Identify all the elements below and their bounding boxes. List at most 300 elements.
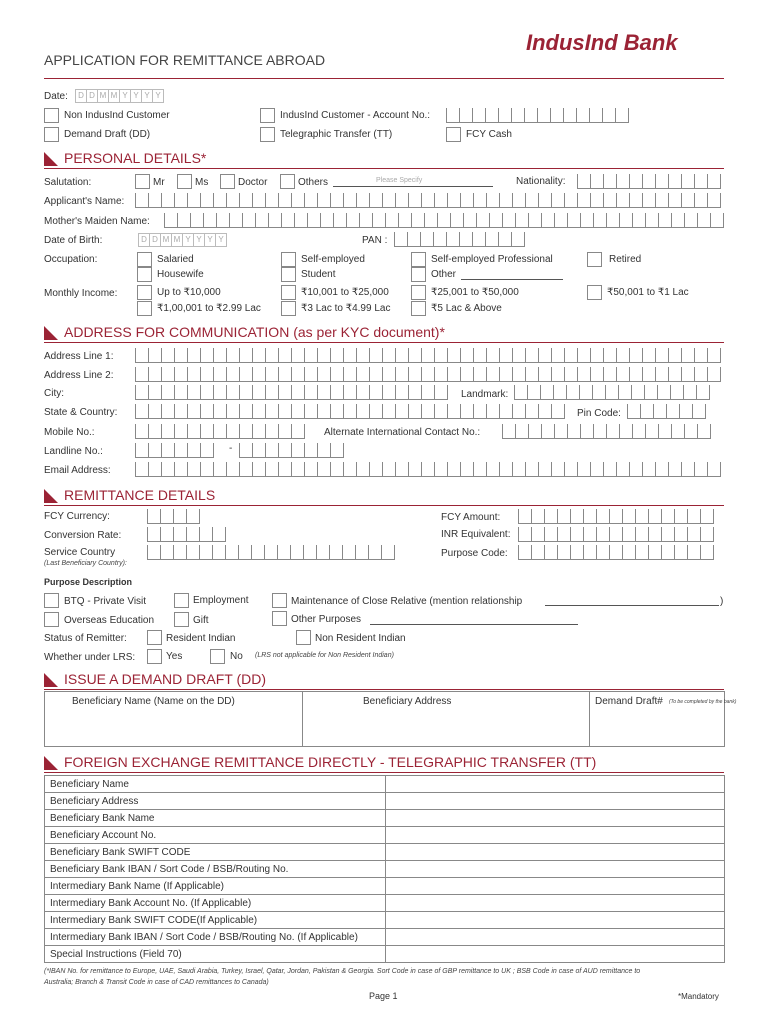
indusind-customer-checkbox[interactable] (260, 108, 275, 123)
char-cell[interactable] (553, 385, 566, 400)
char-cell[interactable] (408, 404, 421, 419)
char-cell[interactable] (226, 348, 239, 363)
char-cell[interactable] (657, 385, 670, 400)
char-cell[interactable] (135, 348, 148, 363)
char-cell[interactable] (511, 232, 524, 247)
char-cell[interactable] (395, 385, 408, 400)
char-cell[interactable] (174, 424, 187, 439)
char-cell[interactable] (502, 424, 515, 439)
date-digit-cell[interactable]: Y (182, 233, 194, 247)
char-cell[interactable] (317, 193, 330, 208)
char-cell[interactable] (668, 174, 681, 189)
char-cell[interactable] (632, 213, 645, 228)
char-cell[interactable] (674, 545, 687, 560)
char-cell[interactable] (602, 108, 615, 123)
char-cell[interactable] (369, 385, 382, 400)
char-cell[interactable] (512, 367, 525, 382)
char-cell[interactable] (642, 462, 655, 477)
char-cell[interactable] (226, 462, 239, 477)
char-cell[interactable] (265, 367, 278, 382)
char-cell[interactable] (615, 108, 628, 123)
char-cell[interactable] (278, 385, 291, 400)
char-cell[interactable] (408, 193, 421, 208)
char-cell[interactable] (437, 213, 450, 228)
char-cell[interactable] (550, 108, 563, 123)
char-cell[interactable] (148, 404, 161, 419)
char-cell[interactable] (369, 367, 382, 382)
char-cell[interactable] (187, 462, 200, 477)
char-cell[interactable] (343, 367, 356, 382)
char-cell[interactable] (694, 348, 707, 363)
char-cell[interactable] (518, 527, 531, 542)
char-cell[interactable] (707, 462, 720, 477)
char-cell[interactable] (655, 462, 668, 477)
char-cell[interactable] (640, 404, 653, 419)
char-cell[interactable] (252, 462, 265, 477)
char-cell[interactable] (580, 213, 593, 228)
char-cell[interactable] (135, 462, 148, 477)
char-cell[interactable] (187, 404, 200, 419)
char-cell[interactable] (161, 443, 174, 458)
state-country-field[interactable] (135, 404, 565, 419)
char-cell[interactable] (697, 424, 710, 439)
char-cell[interactable] (518, 509, 531, 524)
char-cell[interactable] (421, 385, 434, 400)
income5-checkbox[interactable] (411, 285, 426, 300)
char-cell[interactable] (447, 367, 460, 382)
retired-checkbox[interactable] (587, 252, 602, 267)
char-cell[interactable] (199, 545, 212, 560)
char-cell[interactable] (499, 404, 512, 419)
char-cell[interactable] (135, 193, 148, 208)
char-cell[interactable] (642, 367, 655, 382)
char-cell[interactable] (278, 462, 291, 477)
char-cell[interactable] (265, 404, 278, 419)
char-cell[interactable] (683, 385, 696, 400)
date-digit-cell[interactable]: Y (141, 89, 153, 103)
char-cell[interactable] (147, 509, 160, 524)
income4-checkbox[interactable] (281, 301, 296, 316)
char-cell[interactable] (161, 385, 174, 400)
date-digit-cell[interactable]: Y (119, 89, 131, 103)
char-cell[interactable] (603, 193, 616, 208)
char-cell[interactable] (398, 213, 411, 228)
char-cell[interactable] (187, 367, 200, 382)
char-cell[interactable] (200, 443, 213, 458)
char-cell[interactable] (161, 367, 174, 382)
char-cell[interactable] (317, 404, 330, 419)
other-occupation-line[interactable] (461, 279, 563, 280)
char-cell[interactable] (421, 462, 434, 477)
char-cell[interactable] (148, 424, 161, 439)
char-cell[interactable] (213, 348, 226, 363)
char-cell[interactable] (577, 367, 590, 382)
char-cell[interactable] (687, 509, 700, 524)
char-cell[interactable] (577, 462, 590, 477)
char-cell[interactable] (655, 174, 668, 189)
char-cell[interactable] (356, 462, 369, 477)
char-cell[interactable] (609, 509, 622, 524)
char-cell[interactable] (346, 213, 359, 228)
char-cell[interactable] (687, 545, 700, 560)
char-cell[interactable] (434, 404, 447, 419)
char-cell[interactable] (511, 108, 524, 123)
char-cell[interactable] (356, 348, 369, 363)
char-cell[interactable] (255, 213, 268, 228)
char-cell[interactable] (161, 462, 174, 477)
char-cell[interactable] (447, 193, 460, 208)
char-cell[interactable] (330, 367, 343, 382)
char-cell[interactable] (629, 367, 642, 382)
tt-field-value[interactable] (386, 827, 725, 844)
lrs-yes-checkbox[interactable] (147, 649, 162, 664)
char-cell[interactable] (226, 404, 239, 419)
char-cell[interactable] (570, 545, 583, 560)
char-cell[interactable] (645, 424, 658, 439)
char-cell[interactable] (239, 462, 252, 477)
city-field[interactable] (135, 385, 448, 400)
char-cell[interactable] (531, 509, 544, 524)
char-cell[interactable] (684, 213, 697, 228)
char-cell[interactable] (251, 545, 264, 560)
char-cell[interactable] (551, 404, 564, 419)
char-cell[interactable] (489, 213, 502, 228)
char-cell[interactable] (531, 527, 544, 542)
char-cell[interactable] (200, 385, 213, 400)
char-cell[interactable] (330, 348, 343, 363)
char-cell[interactable] (174, 443, 187, 458)
char-cell[interactable] (187, 424, 200, 439)
char-cell[interactable] (187, 443, 200, 458)
tt-field-value[interactable] (386, 878, 725, 895)
char-cell[interactable] (421, 348, 434, 363)
char-cell[interactable] (356, 367, 369, 382)
char-cell[interactable] (655, 348, 668, 363)
char-cell[interactable] (173, 527, 186, 542)
char-cell[interactable] (213, 385, 226, 400)
char-cell[interactable] (213, 424, 226, 439)
char-cell[interactable] (307, 213, 320, 228)
char-cell[interactable] (278, 424, 291, 439)
char-cell[interactable] (161, 193, 174, 208)
tt-checkbox[interactable] (260, 127, 275, 142)
char-cell[interactable] (554, 424, 567, 439)
char-cell[interactable] (304, 443, 317, 458)
char-cell[interactable] (304, 193, 317, 208)
char-cell[interactable] (557, 509, 570, 524)
char-cell[interactable] (648, 509, 661, 524)
char-cell[interactable] (681, 462, 694, 477)
char-cell[interactable] (190, 213, 203, 228)
char-cell[interactable] (382, 193, 395, 208)
char-cell[interactable] (499, 348, 512, 363)
char-cell[interactable] (239, 348, 252, 363)
char-cell[interactable] (304, 348, 317, 363)
char-cell[interactable] (579, 385, 592, 400)
char-cell[interactable] (200, 404, 213, 419)
char-cell[interactable] (694, 193, 707, 208)
char-cell[interactable] (148, 385, 161, 400)
char-cell[interactable] (200, 367, 213, 382)
char-cell[interactable] (576, 108, 589, 123)
char-cell[interactable] (606, 213, 619, 228)
char-cell[interactable] (408, 367, 421, 382)
char-cell[interactable] (320, 213, 333, 228)
char-cell[interactable] (368, 545, 381, 560)
char-cell[interactable] (173, 509, 186, 524)
service-country-field[interactable] (147, 545, 395, 560)
date-digit-cell[interactable]: D (149, 233, 161, 247)
char-cell[interactable] (395, 193, 408, 208)
char-cell[interactable] (148, 367, 161, 382)
char-cell[interactable] (692, 404, 705, 419)
btq-checkbox[interactable] (44, 593, 59, 608)
doctor-checkbox[interactable] (220, 174, 235, 189)
char-cell[interactable] (135, 424, 148, 439)
char-cell[interactable] (485, 232, 498, 247)
char-cell[interactable] (411, 213, 424, 228)
char-cell[interactable] (596, 545, 609, 560)
char-cell[interactable] (242, 213, 255, 228)
char-cell[interactable] (629, 193, 642, 208)
char-cell[interactable] (420, 232, 433, 247)
char-cell[interactable] (563, 108, 576, 123)
char-cell[interactable] (655, 367, 668, 382)
char-cell[interactable] (616, 462, 629, 477)
others-specify-line[interactable] (333, 186, 493, 187)
char-cell[interactable] (252, 385, 265, 400)
char-cell[interactable] (538, 193, 551, 208)
char-cell[interactable] (697, 213, 710, 228)
char-cell[interactable] (369, 462, 382, 477)
char-cell[interactable] (343, 462, 356, 477)
char-cell[interactable] (408, 348, 421, 363)
char-cell[interactable] (538, 462, 551, 477)
ms-checkbox[interactable] (177, 174, 192, 189)
char-cell[interactable] (186, 545, 199, 560)
char-cell[interactable] (460, 348, 473, 363)
char-cell[interactable] (395, 367, 408, 382)
char-cell[interactable] (394, 232, 407, 247)
char-cell[interactable] (355, 545, 368, 560)
char-cell[interactable] (447, 348, 460, 363)
char-cell[interactable] (135, 385, 148, 400)
char-cell[interactable] (590, 174, 603, 189)
char-cell[interactable] (593, 424, 606, 439)
char-cell[interactable] (265, 462, 278, 477)
char-cell[interactable] (707, 367, 720, 382)
lrs-no-checkbox[interactable] (210, 649, 225, 664)
char-cell[interactable] (226, 367, 239, 382)
char-cell[interactable] (460, 367, 473, 382)
mothers-maiden-field[interactable] (164, 213, 724, 228)
char-cell[interactable] (317, 348, 330, 363)
fcy-cash-checkbox[interactable] (446, 127, 461, 142)
char-cell[interactable] (463, 213, 476, 228)
char-cell[interactable] (278, 443, 291, 458)
char-cell[interactable] (148, 462, 161, 477)
char-cell[interactable] (200, 348, 213, 363)
char-cell[interactable] (564, 193, 577, 208)
char-cell[interactable] (356, 385, 369, 400)
char-cell[interactable] (525, 193, 538, 208)
char-cell[interactable] (291, 193, 304, 208)
char-cell[interactable] (528, 424, 541, 439)
char-cell[interactable] (684, 424, 697, 439)
char-cell[interactable] (303, 545, 316, 560)
char-cell[interactable] (239, 367, 252, 382)
char-cell[interactable] (382, 462, 395, 477)
char-cell[interactable] (291, 443, 304, 458)
char-cell[interactable] (356, 404, 369, 419)
char-cell[interactable] (622, 545, 635, 560)
char-cell[interactable] (679, 404, 692, 419)
char-cell[interactable] (472, 232, 485, 247)
char-cell[interactable] (160, 509, 173, 524)
char-cell[interactable] (596, 509, 609, 524)
char-cell[interactable] (619, 424, 632, 439)
char-cell[interactable] (369, 193, 382, 208)
char-cell[interactable] (486, 348, 499, 363)
char-cell[interactable] (147, 527, 160, 542)
char-cell[interactable] (531, 545, 544, 560)
char-cell[interactable] (648, 545, 661, 560)
income3-checkbox[interactable] (281, 285, 296, 300)
char-cell[interactable] (525, 404, 538, 419)
char-cell[interactable] (459, 108, 472, 123)
char-cell[interactable] (278, 404, 291, 419)
char-cell[interactable] (681, 174, 694, 189)
char-cell[interactable] (486, 193, 499, 208)
income6-checkbox[interactable] (411, 301, 426, 316)
char-cell[interactable] (544, 545, 557, 560)
salaried-checkbox[interactable] (137, 252, 152, 267)
char-cell[interactable] (498, 108, 511, 123)
char-cell[interactable] (661, 509, 674, 524)
tt-field-value[interactable] (386, 895, 725, 912)
char-cell[interactable] (551, 367, 564, 382)
char-cell[interactable] (252, 367, 265, 382)
char-cell[interactable] (265, 385, 278, 400)
date-digit-cell[interactable]: Y (193, 233, 205, 247)
char-cell[interactable] (540, 385, 553, 400)
char-cell[interactable] (278, 193, 291, 208)
char-cell[interactable] (161, 348, 174, 363)
char-cell[interactable] (499, 462, 512, 477)
char-cell[interactable] (174, 462, 187, 477)
char-cell[interactable] (655, 193, 668, 208)
char-cell[interactable] (291, 424, 304, 439)
char-cell[interactable] (186, 509, 199, 524)
char-cell[interactable] (268, 213, 281, 228)
char-cell[interactable] (499, 367, 512, 382)
char-cell[interactable] (265, 348, 278, 363)
char-cell[interactable] (512, 462, 525, 477)
char-cell[interactable] (642, 193, 655, 208)
char-cell[interactable] (330, 404, 343, 419)
dob-field[interactable] (138, 233, 226, 247)
char-cell[interactable] (590, 462, 603, 477)
pin-code-field[interactable] (627, 404, 706, 419)
student-checkbox[interactable] (281, 267, 296, 282)
char-cell[interactable] (382, 404, 395, 419)
char-cell[interactable] (668, 193, 681, 208)
char-cell[interactable] (538, 404, 551, 419)
char-cell[interactable] (557, 527, 570, 542)
char-cell[interactable] (213, 404, 226, 419)
char-cell[interactable] (661, 545, 674, 560)
resident-checkbox[interactable] (147, 630, 162, 645)
char-cell[interactable] (694, 174, 707, 189)
char-cell[interactable] (290, 545, 303, 560)
char-cell[interactable] (629, 348, 642, 363)
char-cell[interactable] (512, 193, 525, 208)
char-cell[interactable] (317, 385, 330, 400)
char-cell[interactable] (551, 348, 564, 363)
date-digit-cell[interactable]: Y (204, 233, 216, 247)
date-digit-cell[interactable]: Y (130, 89, 142, 103)
char-cell[interactable] (502, 213, 515, 228)
char-cell[interactable] (570, 527, 583, 542)
char-cell[interactable] (627, 404, 640, 419)
date-digit-cell[interactable]: M (108, 89, 120, 103)
char-cell[interactable] (278, 367, 291, 382)
char-cell[interactable] (424, 213, 437, 228)
char-cell[interactable] (446, 108, 459, 123)
char-cell[interactable] (304, 385, 317, 400)
char-cell[interactable] (239, 193, 252, 208)
char-cell[interactable] (557, 545, 570, 560)
char-cell[interactable] (537, 108, 550, 123)
char-cell[interactable] (278, 348, 291, 363)
date-digit-cell[interactable]: M (171, 233, 183, 247)
char-cell[interactable] (696, 385, 709, 400)
char-cell[interactable] (356, 193, 369, 208)
char-cell[interactable] (333, 213, 346, 228)
char-cell[interactable] (551, 462, 564, 477)
char-cell[interactable] (629, 174, 642, 189)
char-cell[interactable] (528, 213, 541, 228)
housewife-checkbox[interactable] (137, 267, 152, 282)
char-cell[interactable] (642, 348, 655, 363)
char-cell[interactable] (668, 348, 681, 363)
char-cell[interactable] (583, 527, 596, 542)
maintenance-checkbox[interactable] (272, 593, 287, 608)
char-cell[interactable] (564, 348, 577, 363)
char-cell[interactable] (434, 193, 447, 208)
char-cell[interactable] (343, 404, 356, 419)
date-digit-cell[interactable]: Y (215, 233, 227, 247)
char-cell[interactable] (294, 213, 307, 228)
char-cell[interactable] (342, 545, 355, 560)
date-digit-cell[interactable]: M (97, 89, 109, 103)
char-cell[interactable] (616, 367, 629, 382)
char-cell[interactable] (460, 193, 473, 208)
char-cell[interactable] (567, 424, 580, 439)
char-cell[interactable] (603, 367, 616, 382)
char-cell[interactable] (622, 527, 635, 542)
char-cell[interactable] (694, 462, 707, 477)
char-cell[interactable] (252, 443, 265, 458)
char-cell[interactable] (473, 348, 486, 363)
char-cell[interactable] (616, 174, 629, 189)
char-cell[interactable] (476, 213, 489, 228)
char-cell[interactable] (616, 193, 629, 208)
email-field[interactable] (135, 462, 721, 477)
char-cell[interactable] (199, 527, 212, 542)
char-cell[interactable] (304, 404, 317, 419)
char-cell[interactable] (668, 462, 681, 477)
